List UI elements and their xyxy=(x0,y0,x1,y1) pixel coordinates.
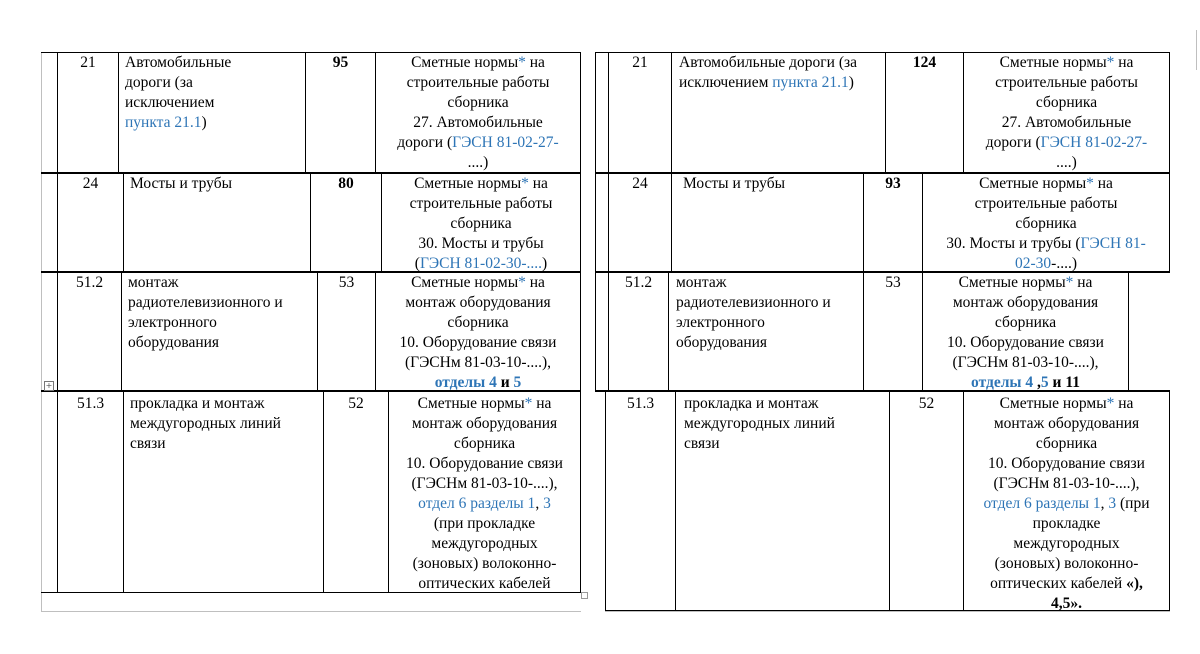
link-otdel[interactable]: отдел 6 разделы 1 xyxy=(983,495,1101,512)
row-name: Автомобильные дороги (за исключением пункта 21.1) xyxy=(679,54,857,91)
row-number: 51.2 xyxy=(75,274,104,291)
link-gesn[interactable]: ГЭСН 81-02-27- xyxy=(1040,134,1148,151)
row-name: Мосты и трубы xyxy=(683,175,785,192)
link-gesn[interactable]: ГЭСН 81- xyxy=(1080,235,1146,252)
row-name: прокладка и монтаж междугородных линий связи xyxy=(684,395,835,452)
row-value: 53 xyxy=(338,274,355,291)
row-description: Сметные нормы* на строительные работы сборника 30. Мосты и трубы (ГЭСН 81-02-30-....) xyxy=(409,175,553,272)
link-gesn[interactable]: ГЭСН 81-02-30-.... xyxy=(419,255,543,272)
row-description: Сметные нормы* на монтаж оборудования сборника 10. Оборудование связи (ГЭСНм 81-03-10-....), отдел 6 разделы 1, 3 (при прокладке междугородных (зоновых) волоконно- оптических кабелей «), 4,5». xyxy=(983,395,1150,612)
row-description: Сметные нормы* на монтаж оборудования сборника 10. Оборудование связи (ГЭСНм 81-03-10-....), отдел 6 разделы 1, 3 (при прокладке междугородных (зоновых) волоконно- оптических кабелей xyxy=(406,395,563,592)
row-name: монтаж радиотелевизионного и электронного оборудования xyxy=(128,274,283,351)
row-name: Мосты и трубы xyxy=(130,175,232,192)
row-value: 93 xyxy=(885,175,901,192)
link-punkt-21-1[interactable]: пункта 21.1 xyxy=(125,114,202,131)
row-value: 53 xyxy=(885,274,901,291)
link-otdely[interactable]: отделы 4 xyxy=(434,374,497,391)
row-number: 51.3 xyxy=(76,395,105,412)
row-value: 52 xyxy=(348,395,364,412)
row-number: 24 xyxy=(82,175,99,192)
row-value: 80 xyxy=(338,175,354,192)
row-number: 21 xyxy=(632,54,648,71)
row-value: 95 xyxy=(332,54,349,71)
row-description: Сметные нормы* на монтаж оборудования сборника 10. Оборудование связи (ГЭСНм 81-03-10-....), отделы 4 и 5 xyxy=(399,274,557,391)
link-punkt-21-1[interactable]: пункта 21.1 xyxy=(772,74,849,91)
row-number: 24 xyxy=(632,175,648,192)
row-description: Сметные нормы* на строительные работы сборника 27. Автомобильные дороги (ГЭСН 81-02-27- ....) xyxy=(985,54,1148,171)
row-number: 21 xyxy=(80,54,96,71)
row-name: прокладка и монтаж междугородных линий связи xyxy=(130,395,281,452)
table-resize-handle[interactable] xyxy=(581,592,588,599)
table-move-handle[interactable]: + xyxy=(45,381,53,390)
link-otdely[interactable]: отделы 4 xyxy=(971,374,1034,391)
row-number: 51.2 xyxy=(624,274,653,291)
row-description: Сметные нормы* на строительные работы сборника 27. Автомобильные дороги (ГЭСН 81-02-27- ....) xyxy=(397,54,559,171)
row-description: Сметные нормы* на строительные работы сборника 30. Мосты и трубы (ГЭСН 81- 02-30-....) xyxy=(946,175,1146,272)
link-otdel[interactable]: отдел 6 разделы 1 xyxy=(418,495,536,512)
row-name: монтаж радиотелевизионного и электронного оборудования xyxy=(676,274,831,351)
row-number: 51.3 xyxy=(626,395,655,412)
row-name: Автомобильные дороги (за исключением пункта 21.1) xyxy=(125,54,232,131)
row-description: Сметные нормы* на монтаж оборудования сборника 10. Оборудование связи (ГЭСНм 81-03-10-....), отделы 4 ,5 и 11 xyxy=(947,274,1104,391)
row-value: 52 xyxy=(918,395,935,412)
link-gesn[interactable]: ГЭСН 81-02-27- xyxy=(452,134,559,151)
row-value: 124 xyxy=(912,54,937,71)
